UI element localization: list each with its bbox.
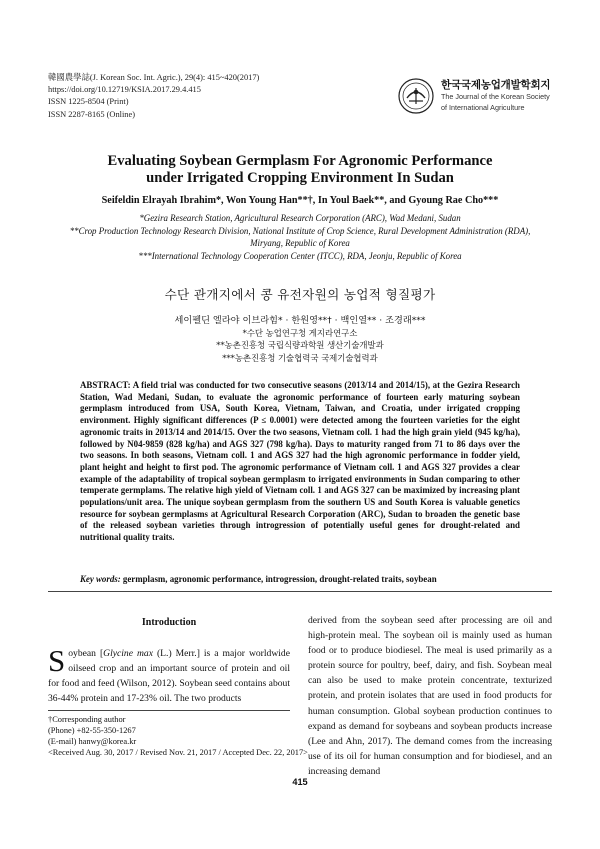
keywords-label: Key words:: [80, 574, 121, 584]
society-name-en-line2: of International Agriculture: [441, 103, 525, 112]
korean-affiliation-line: *수단 농업연구청 게지라연구소: [242, 328, 358, 338]
affiliation-line: *Gezira Research Station, Agricultural Research Corporation (ARC), Wad Medani, Sudan: [139, 213, 461, 223]
issn-print: ISSN 1225-8504 (Print): [48, 97, 129, 107]
introduction-heading: Introduction: [141, 617, 197, 628]
received-dates: <Received Aug. 30, 2017 / Revised Nov. 21, 2017 / Accepted Dec. 22, 2017>: [48, 748, 308, 758]
title-line-2: under Irrigated Cropping Environment In Sudan: [146, 170, 454, 186]
footnote-divider: [48, 710, 290, 711]
affiliations: [0, 212, 600, 262]
affiliation-line: ***International Technology Cooperation Center (ITCC), RDA, Jeonju, Republic of Korea: [138, 250, 462, 261]
author-email[interactable]: (E-mail) hanwy@korea.kr: [48, 737, 137, 747]
korean-affiliation-line: **농촌진흥청 국립식량과학원 생산기술개발과: [216, 340, 384, 351]
korean-author-list: 세이펠딘 엘라야 이브라힘* · 한원영**† · 백인열** · 조경래***: [174, 315, 426, 326]
corresponding-author: †Corresponding author: [48, 715, 126, 724]
society-name-en-line1: The Journal of the Korean Society: [441, 92, 550, 101]
intro-column-right: derived from the soybean seed after processing are oil and high-protein meal. The soybean oil is mainly used as human food or to produce biodiesel. The meal is used primarily as a protein source for poultry, beef, dairy, and fish. Soybean meal can also be used to make protein concentrate, texturized protein, and protein isolates that are used in food products for human consumption. Global soybean production continues to expand as demand for soybeans and soybean products increase (Lee and Ahn, 2017). The demand comes from the increasing use of its oil for human consumption and for biodiesel, and an increasing demand: [308, 615, 552, 777]
affiliation-line: **Crop Production Technology Research Division, National Institute of Crop Science, Rural Development Administration (RDA),: [69, 225, 531, 236]
journal-header: [48, 72, 259, 121]
intro-text-b: (L.) Merr.] is a major worldwide oilseed crop and an important source of protein and oil for food and feed (Wilson, 2012). Soybean seed contains about 36-44% protein and 17-23% oil. The two products: [48, 648, 290, 705]
species-name: Glycine max: [103, 648, 153, 659]
society-seal-logo: [398, 78, 434, 114]
journal-citation: 韓國農學誌(J. Korean Soc. Int. Agric.), 29(4): 415~420(2017): [48, 73, 260, 82]
society-name-kr: 한국국제농업개발학회지: [441, 79, 551, 91]
keywords-text: germplasm, agronomic performance, introgression, drought-related traits, soybean: [122, 574, 437, 584]
korean-title: 수단 관개지에서 콩 유전자원의 농업적 형질평가: [164, 287, 436, 302]
footnote: [48, 714, 308, 758]
title-line-1: Evaluating Soybean Germplasm For Agronomic Performance: [107, 153, 493, 169]
korean-affiliation-line: ***농촌진흥청 기술협력국 국제기술협력과: [222, 352, 378, 363]
issn-online: ISSN 2287-8165 (Online): [48, 109, 136, 119]
abstract: ABSTRACT: A field trial was conducted for two consecutive seasons (2013/14 and 2014/15), at the Gezira Research Station, Wad Medani, Sudan, to evaluate the agronomic performance of fourteen early maturing soybean germplasm introduced from USA, South Korea, Vietnam, Taiwan, and Croatia, under irrigated cropping environment. Highly significant differences (P ≤ 0.0001) were detected among the fourteen varieties for the eight agronomic traits in 2013/14 and 2014/15. Over the two seasons, Vietnam coll. 1 had the high grain yield (945 kg/ha), followed by N04-9859 (828 kg/ha) and AGS 327 (798 kg/ha). Days to maturity ranged from 71 to 86 days over the two seasons. In both seasons, Vietnam coll. 1 and AGS 327 had the high agronomic performance in fodder yield, plant height and height to first pod. The agronomic performance of Vietnam coll. 1 and AGS 327 provides a clear example of the adaptability of tropical soybean germplasm to irrigated environments in Sudan comparing to other temperate germplams. The relative high yield of Vietnam coll. 1 and AGS 327 can be maximized by increasing plant populations/unit area. The unique soybean germplasm from the southern US and South Korea is valuable genetics resource for soybean germplasms at Agricultural Research Corporation (ARC), Sudan to broaden the genetic base of the released soybean varieties through introgression of potentially useful genes for drought-related and nutritional quality traits.: [80, 380, 520, 543]
doi-link[interactable]: https://doi.org/10.12719/KSIA.2017.29.4.415: [48, 85, 201, 95]
intro-text-a: oybean [: [68, 648, 104, 659]
page-number: 415: [292, 777, 308, 787]
drop-cap: S: [48, 643, 66, 678]
keywords: [80, 574, 520, 584]
affiliation-line: Miryang, Republic of Korea: [250, 238, 350, 249]
intro-column-left: [48, 643, 290, 706]
paper-title: [0, 153, 600, 187]
society-name-block: [441, 80, 550, 113]
korean-affiliations: [0, 327, 600, 364]
author-list: Seifeldin Elrayah Ibrahim*, Won Young Han**†, In Youl Baek**, and Gyoung Rae Cho***: [101, 195, 499, 206]
section-divider: [48, 591, 552, 592]
author-phone: (Phone) +82-55-350-1267: [48, 726, 136, 736]
